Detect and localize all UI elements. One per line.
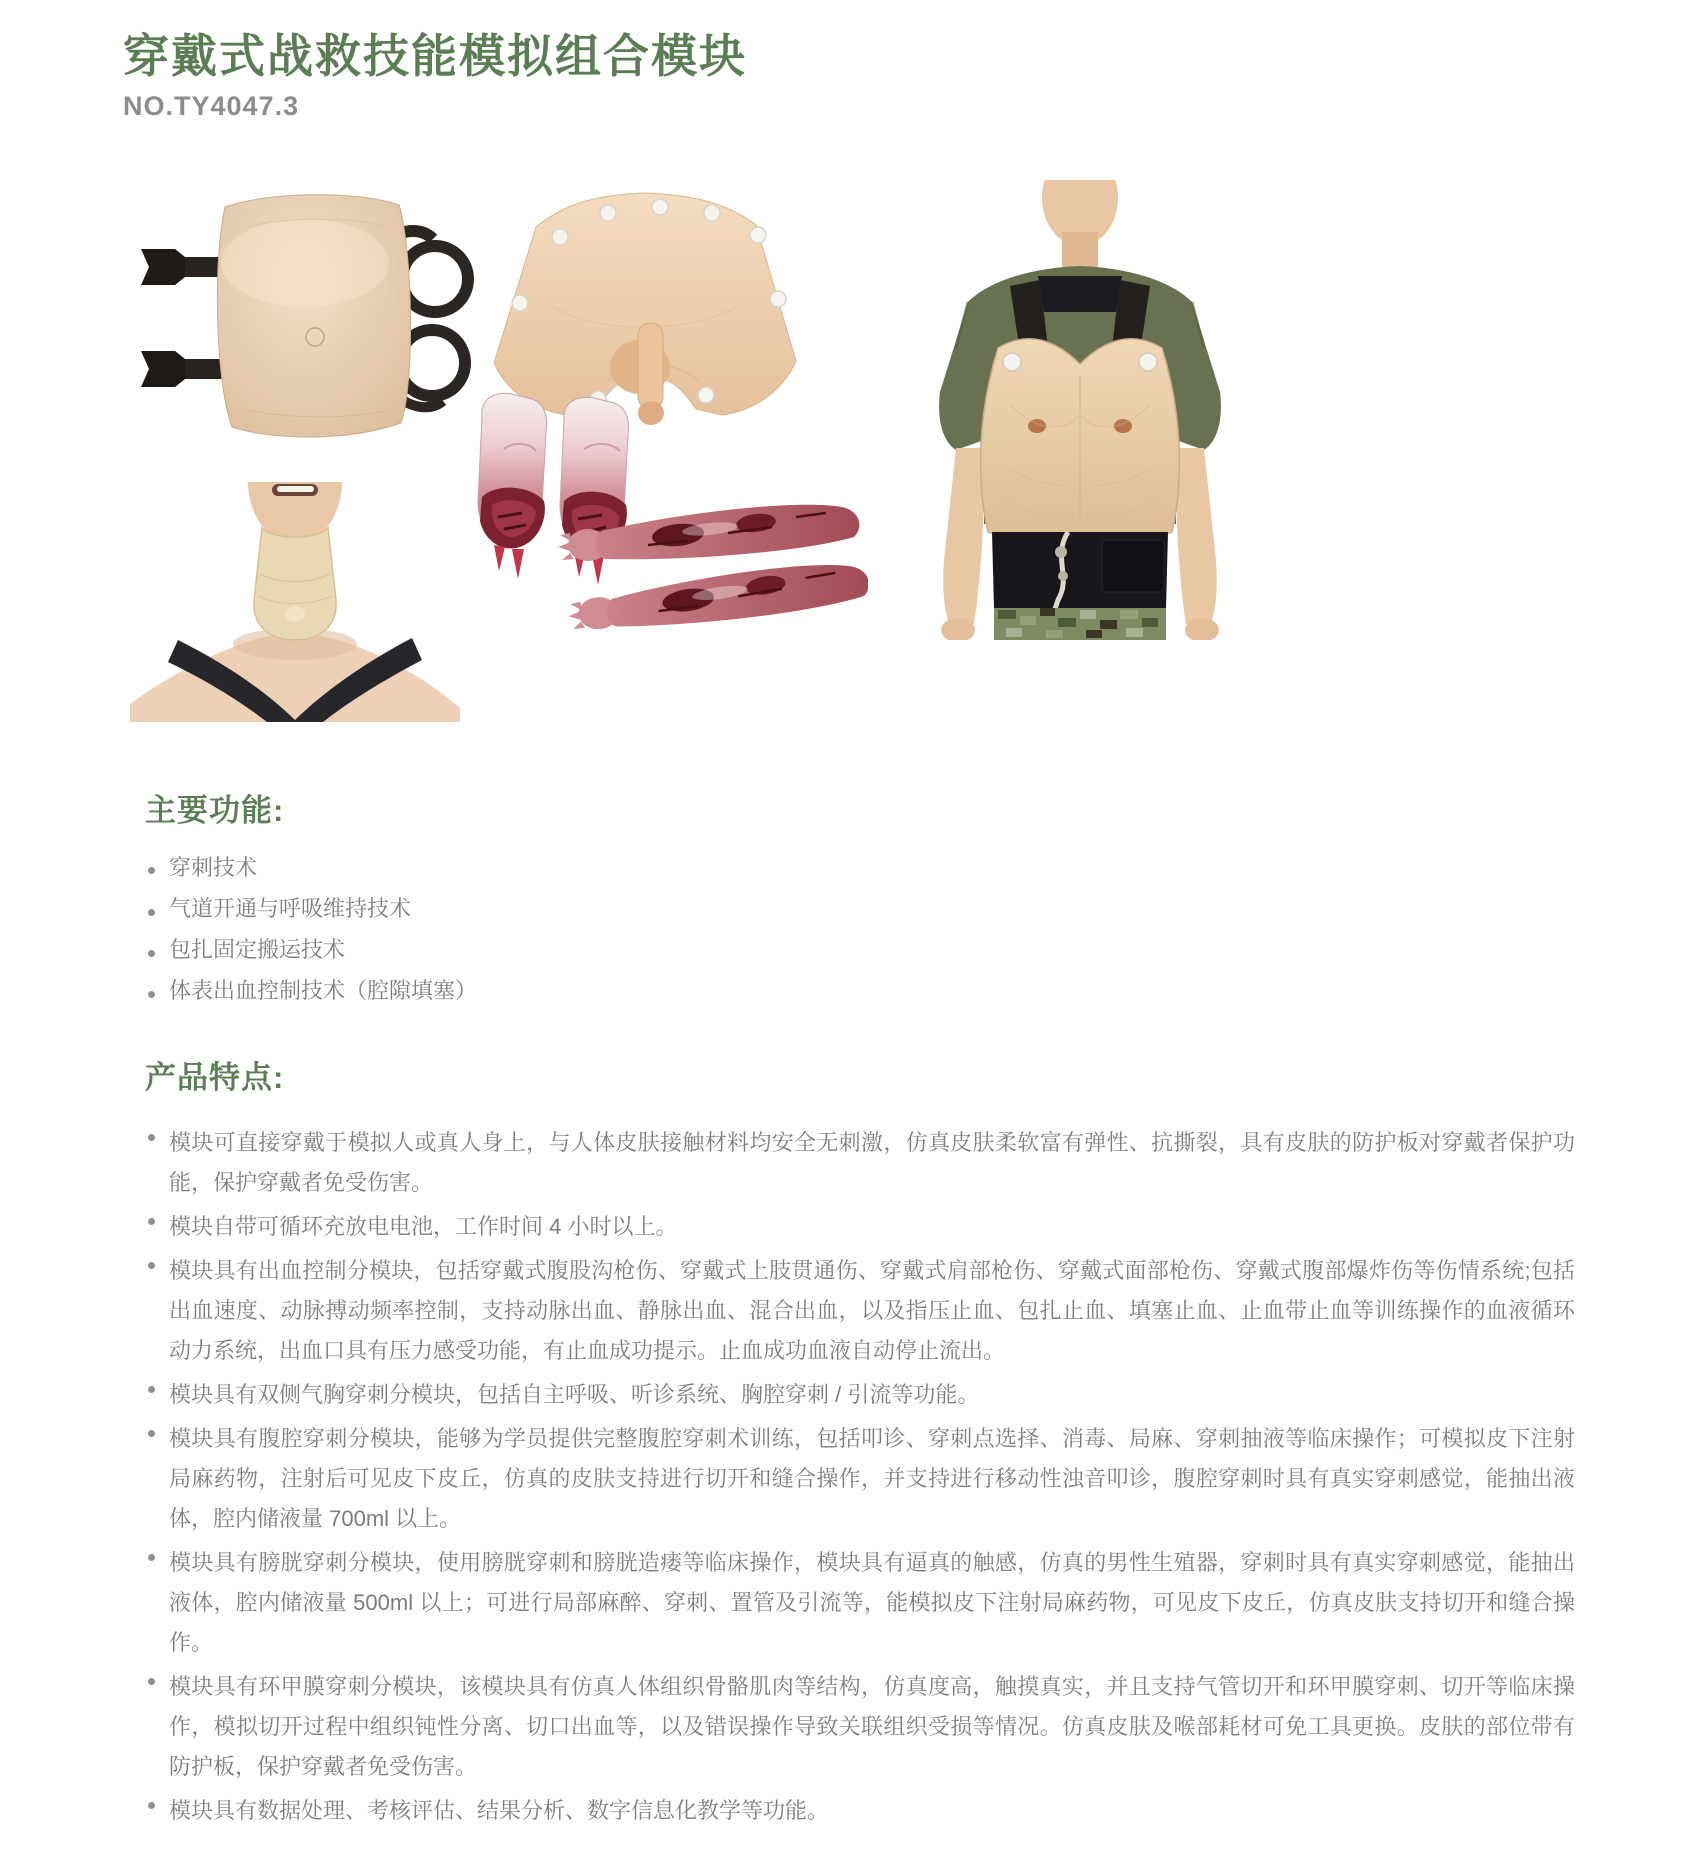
bullet-dot (148, 1218, 155, 1225)
bullet-dot (148, 1386, 155, 1393)
product-feature-item (145, 1251, 1575, 1371)
bullet-dot (148, 1802, 155, 1809)
main-functions-list (145, 856, 1575, 1004)
product-page (0, 30, 1700, 1856)
bullet-dot (148, 1262, 155, 1269)
main-function-item (145, 897, 1575, 921)
main-function-text: 体表出血控制技术（腔隙填塞） (169, 978, 478, 1004)
product-feature-text: 模块具有膀胱穿刺分模块，使用膀胱穿刺和膀胱造瘘等临床操作，模块具有逼真的触感，仿真的男性生殖器，穿刺时具有真实穿刺感觉，能抽出液体，腔内储液量 500ml 以上；可进行局部麻醉、穿刺、置管及引流等，能模拟皮下注射局麻药物，可见皮下皮丘，仿真皮肤支持切开和缝合操作。 (169, 1549, 1575, 1655)
product-feature-text: 模块具有出血控制分模块，包括穿戴式腹股沟枪伤、穿戴式上肢贯通伤、穿戴式肩部枪伤、穿戴式面部枪伤、穿戴式腹部爆炸伤等伤情系统;包括出血速度、动脉搏动频率控制，支持动脉出血、静脉出血、混合出血，以及指压止血、包扎止血、填塞止血、止血带止血等训练操作的血液循环动力系统，出血口具有压力感受功能，有止血成功提示。止血成功血液自动停止流出。 (169, 1257, 1575, 1363)
main-function-text: 包扎固定搬运技术 (169, 937, 346, 963)
bullet-dot (148, 991, 155, 998)
page-title: 穿戴式战救技能模拟组合模块 (123, 30, 747, 82)
main-function-item (145, 856, 1575, 880)
main-functions-heading: 主要功能: (145, 792, 285, 828)
product-photo-collage (0, 177, 1700, 737)
bullet-dot (148, 1554, 155, 1561)
main-function-text: 穿刺技术 (169, 854, 258, 880)
shoulder-pad-module-illustration (135, 187, 480, 447)
main-functions-section (145, 785, 1575, 1004)
photo-neck-module (130, 482, 460, 727)
product-features-list (145, 1123, 1575, 1831)
product-feature-text: 模块可直接穿戴于模拟人或真人身上，与人体皮肤接触材料均安全无刺激，仿真皮肤柔软富有弹性、抗撕裂，具有皮肤的防护板对穿戴者保护功能，保护穿戴者免受伤害。 (169, 1129, 1575, 1195)
photo-person-wearing-chest-module (870, 180, 1290, 645)
model-number: NO.TY4047.3 (123, 90, 300, 121)
product-features-heading: 产品特点: (145, 1059, 285, 1095)
product-feature-item (145, 1791, 1575, 1831)
product-feature-text: 模块具有双侧气胸穿刺分模块，包括自主呼吸、听诊系统、胸腔穿刺 / 引流等功能。 (169, 1381, 980, 1407)
neck-module-illustration (130, 482, 460, 722)
main-function-item (145, 979, 1575, 1003)
product-feature-item (145, 1419, 1575, 1539)
product-feature-item (145, 1375, 1575, 1415)
product-feature-item (145, 1667, 1575, 1787)
photo-shoulder-pad-module (135, 187, 480, 452)
product-feature-text: 模块具有环甲膜穿刺分模块，该模块具有仿真人体组织骨骼肌肉等结构，仿真度高，触摸真实，并且支持气管切开和环甲膜穿刺、切开等临床操作，模拟切开过程中组织钝性分离、切口出血等，以及错误操作导致关联组织受损等情况。仿真皮肤及喉部耗材可免工具更换。皮肤的部位带有防护板，保护穿戴者免受伤害。 (169, 1673, 1575, 1779)
main-function-text: 气道开通与呼吸维持技术 (169, 896, 412, 922)
bullet-dot (148, 867, 155, 874)
bullet-dot (148, 1430, 155, 1437)
chest-module-illustration (870, 180, 1290, 640)
product-feature-item (145, 1123, 1575, 1203)
bullet-dot (148, 1134, 155, 1141)
product-feature-text: 模块自带可循环充放电电池，工作时间 4 小时以上。 (169, 1213, 678, 1239)
bullet-dot (148, 950, 155, 957)
product-feature-item (145, 1543, 1575, 1663)
bullet-dot (148, 909, 155, 916)
bullet-dot (148, 1678, 155, 1685)
product-feature-text: 模块具有数据处理、考核评估、结果分析、数字信息化教学等功能。 (169, 1797, 830, 1823)
wounded-arms-illustration (558, 489, 868, 639)
product-features-section (145, 1052, 1575, 1831)
product-feature-text: 模块具有腹腔穿刺分模块，能够为学员提供完整腹腔穿刺术训练，包括叩诊、穿刺点选择、消毒、局麻、穿刺抽液等临床操作；可模拟皮下注射局麻药物，注射后可见皮下皮丘，仿真的皮肤支持进行切开和缝合操作，并支持进行移动性浊音叩诊，腹腔穿刺时具有真实穿刺感觉，能抽出液体，腔内储液量 700ml 以上。 (169, 1425, 1575, 1531)
photo-wounded-arm-modules (558, 489, 868, 644)
main-function-item (145, 938, 1575, 962)
product-feature-item (145, 1207, 1575, 1247)
